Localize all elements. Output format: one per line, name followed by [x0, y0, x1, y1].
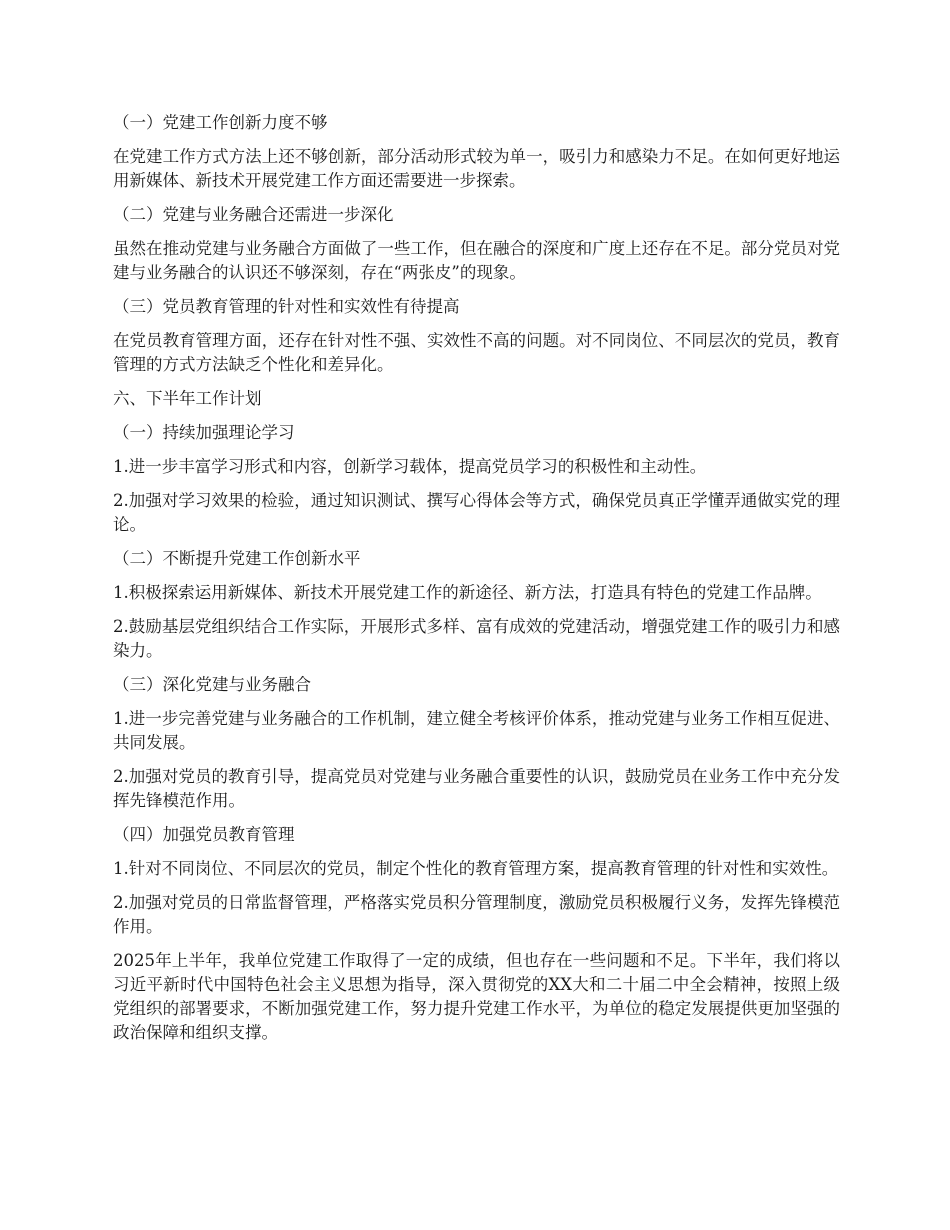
paragraph: 虽然在推动党建与业务融合方面做了一些工作，但在融合的深度和广度上还存在不足。部分党员对党建与业务融合的认识还不够深刻，存在“两张皮”的现象。 [113, 239, 840, 282]
list-item: 1.进一步丰富学习形式和内容，创新学习载体，提高党员学习的积极性和主动性。 [113, 457, 707, 476]
list-item: 2.加强对学习效果的检验，通过知识测试、撰写心得体会等方式，确保党员真正学懂弄通做实党的理论。 [113, 491, 840, 534]
section-heading-weakness-2: （二）党建与业务融合还需进一步深化 [113, 205, 394, 224]
paragraph: 在党员教育管理方面，还存在针对性不强、实效性不高的问题。对不同岗位、不同层次的党员，教育管理的方式方法缺乏个性化和差异化。 [113, 331, 840, 374]
section-heading-plan-1: （一）持续加强理论学习 [113, 423, 295, 442]
list-item: 1.进一步完善党建与业务融合的工作机制，建立健全考核评价体系，推动党建与业务工作相互促进、共同发展。 [113, 709, 840, 752]
section-heading-plan-2: （二）不断提升党建工作创新水平 [113, 549, 361, 568]
document-page [113, 111, 840, 1055]
list-item: 2.加强对党员的日常监督管理，严格落实党员积分管理制度，激励党员积极履行义务，发挥先锋模范作用。 [113, 893, 840, 936]
section-heading-plan-3: （三）深化党建与业务融合 [113, 675, 311, 694]
paragraph: 在党建工作方式方法上还不够创新，部分活动形式较为单一，吸引力和感染力不足。在如何更好地运用新媒体、新技术开展党建工作方面还需要进一步探索。 [113, 147, 840, 190]
chapter-heading-plan: 六、下半年工作计划 [113, 389, 262, 408]
section-heading-plan-4: （四）加强党员教育管理 [113, 825, 295, 844]
list-item: 1.针对不同岗位、不同层次的党员，制定个性化的教育管理方案，提高教育管理的针对性和实效性。 [113, 859, 839, 878]
section-heading-weakness-3: （三）党员教育管理的针对性和实效性有待提高 [113, 297, 460, 316]
list-item: 1.积极探索运用新媒体、新技术开展党建工作的新途径、新方法，打造具有特色的党建工作品牌。 [113, 583, 822, 602]
list-item: 2.加强对党员的教育引导，提高党员对党建与业务融合重要性的认识，鼓励党员在业务工作中充分发挥先锋模范作用。 [113, 767, 840, 810]
section-heading-weakness-1: （一）党建工作创新力度不够 [113, 113, 328, 132]
list-item: 2.鼓励基层党组织结合工作实际，开展形式多样、富有成效的党建活动，增强党建工作的吸引力和感染力。 [113, 617, 840, 660]
closing-paragraph: 2025年上半年，我单位党建工作取得了一定的成绩，但也存在一些问题和不足。下半年，我们将以习近平新时代中国特色社会主义思想为指导，深入贯彻党的XX大和二十届二中全会精神，按照上级党组织的部署要求，不断加强党建工作，努力提升党建工作水平，为单位的稳定发展提供更加坚强的政治保障和组织支撑。 [113, 951, 840, 1042]
